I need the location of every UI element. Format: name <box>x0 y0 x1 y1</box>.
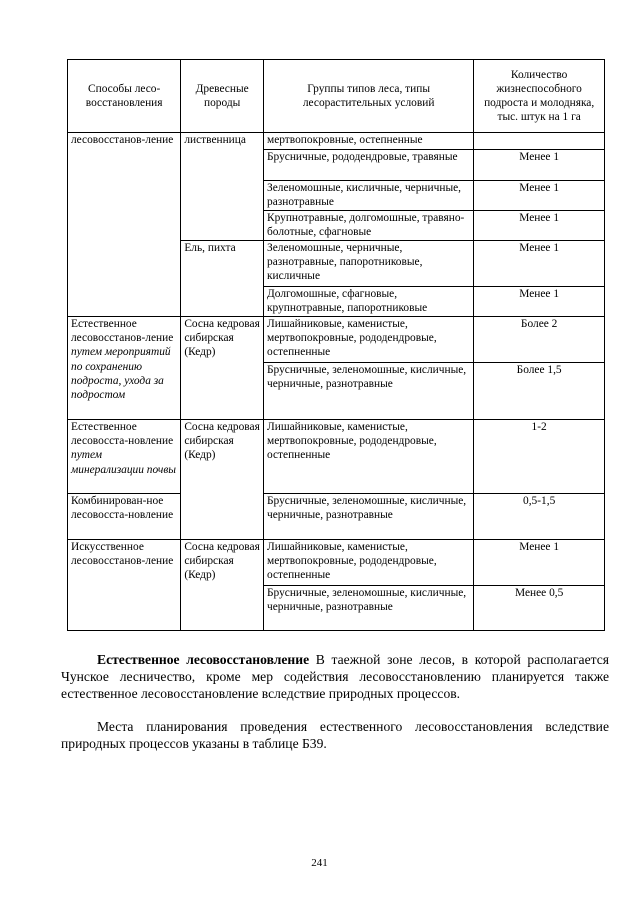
cell-method: Искусственное лесовосстанов-ление <box>68 540 181 631</box>
cell-species: Сосна кедровая сибирская (Кедр) <box>181 540 264 631</box>
forest-regeneration-table <box>67 59 605 631</box>
cell-species: Сосна кедровая сибирская (Кедр) <box>181 317 264 420</box>
cell-quantity: 0,5-1,5 <box>474 494 605 540</box>
table-row <box>68 494 605 540</box>
cell-quantity: Менее 0,5 <box>474 586 605 631</box>
page-number: 241 <box>311 857 328 869</box>
cell-method: лесовосстанов-ление <box>68 133 181 317</box>
method-italic-text: путем мероприятий по сохранению подроста, ухода за подростом <box>71 346 171 402</box>
method-plain-text: Естественное лесовосстанов-ление <box>71 318 174 345</box>
cell-quantity: Более 1,5 <box>474 363 605 420</box>
table-row <box>68 133 605 150</box>
cell-group: мертвопокровные, остепненные <box>264 133 474 150</box>
cell-method: Комбинирован-ное лесовосста-новление <box>68 494 181 540</box>
table-row <box>68 420 605 494</box>
method-italic-text: путем минерализации почвы <box>71 449 176 476</box>
header-groups: Группы типов леса, типы лесорастительных условий <box>264 60 474 133</box>
cell-group: Брусничные, зеленомошные, кисличные, черничные, разнотравные <box>264 363 474 420</box>
cell-group: Крупнотравные, долгомошные, травяно-болотные, сфагновые <box>264 211 474 241</box>
cell-species: лиственница <box>181 133 264 241</box>
paragraph-locations: Места планирования проведения естественного лесовосстановления вследствие природных процессов указаны в таблице Б39. <box>61 719 609 751</box>
cell-species: Ель, пихта <box>181 241 264 317</box>
cell-group: Долгомошные, сфагновые, крупнотравные, папоротниковые <box>264 287 474 317</box>
cell-method <box>68 420 181 494</box>
cell-group: Брусничные, рододендровые, травяные <box>264 150 474 181</box>
paragraph-body: В таежной зоне лесов, в которой располагается Чунское лесничество, кроме мер содействия лесовосстановлению планируется также естественное лесовосстановление вследствие природных процессов. <box>61 652 610 701</box>
cell-quantity: Менее 1 <box>474 211 605 241</box>
method-plain-text: Естественное лесовосста-новление <box>71 421 174 448</box>
header-quantity: Количество жизнеспособного подроста и молодняка, тыс. штук на 1 га <box>474 60 605 133</box>
paragraph-natural-regeneration <box>61 651 609 702</box>
table-row <box>68 540 605 586</box>
cell-group: Брусничные, зеленомошные, кисличные, черничные, разнотравные <box>264 586 474 631</box>
cell-quantity: 1-2 <box>474 420 605 494</box>
table-row <box>68 317 605 363</box>
cell-group: Лишайниковые, каменистые, мертвопокровные, рододендровые, остепненные <box>264 420 474 494</box>
cell-group: Лишайниковые, каменистые, мертвопокровные, рододендровые, остепненные <box>264 540 474 586</box>
cell-quantity: Менее 1 <box>474 540 605 586</box>
cell-quantity <box>474 133 605 150</box>
cell-quantity: Более 2 <box>474 317 605 363</box>
cell-quantity: Менее 1 <box>474 181 605 211</box>
cell-species: Сосна кедровая сибирская (Кедр) <box>181 420 264 540</box>
paragraph-bold-lead: Естественное лесовосстановление <box>97 652 310 667</box>
table-header-row <box>68 60 605 133</box>
cell-group: Зеленомошные, черничные, разнотравные, папоротниковые, кисличные <box>264 241 474 287</box>
cell-method <box>68 317 181 420</box>
header-method: Способы лесо-восстановления <box>68 60 181 133</box>
cell-quantity: Менее 1 <box>474 241 605 287</box>
header-species: Древесные породы <box>181 60 264 133</box>
cell-group: Зеленомошные, кисличные, черничные, разнотравные <box>264 181 474 211</box>
cell-quantity: Менее 1 <box>474 150 605 181</box>
cell-group: Брусничные, зеленомошные, кисличные, черничные, разнотравные <box>264 494 474 540</box>
cell-quantity: Менее 1 <box>474 287 605 317</box>
cell-group: Лишайниковые, каменистые, мертвопокровные, рододендровые, остепненные <box>264 317 474 363</box>
